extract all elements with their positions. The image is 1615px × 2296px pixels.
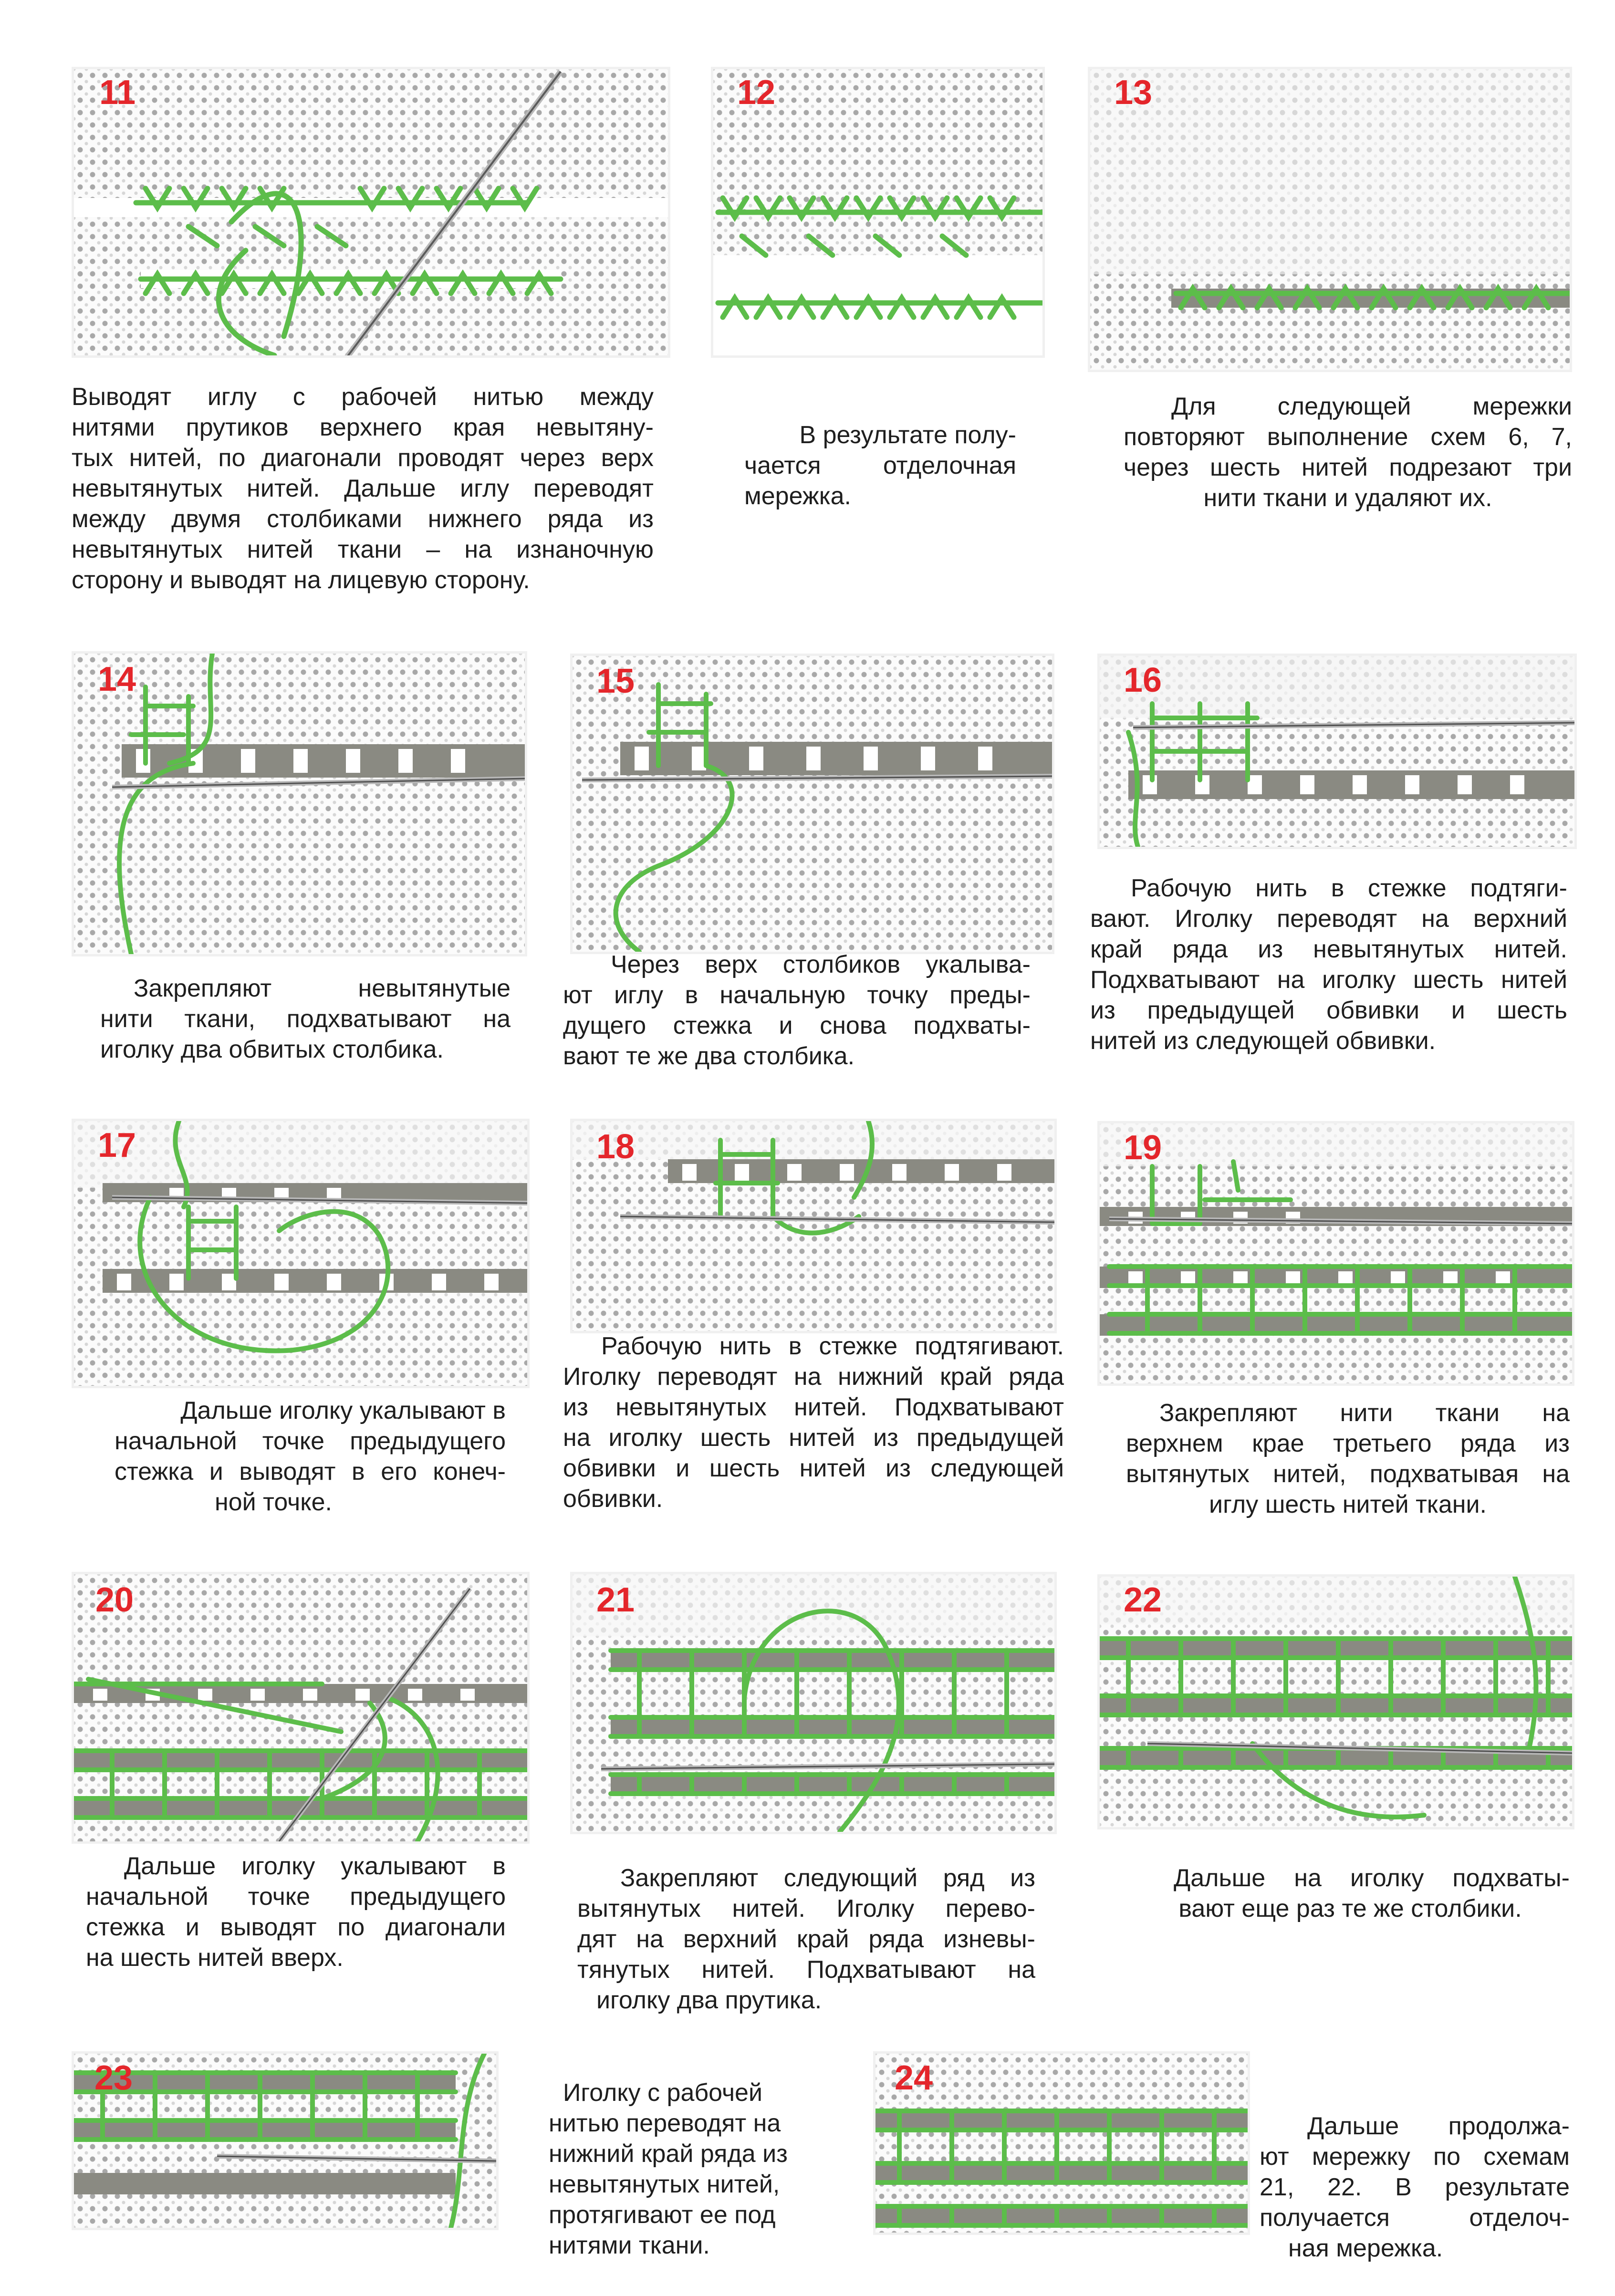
step-caption: Дальше на иголку подхваты- вают еще раз те же столбики. bbox=[1174, 1864, 1570, 1922]
embroidery-image bbox=[1090, 69, 1570, 370]
embroidery-image bbox=[573, 656, 1052, 952]
step-caption: Рабочую нить в стежке подтяги- вают. Иголку переводят на верхний край ряда из невытянутых нитей. Подхватывают на иголку шесть нитей из предыдущей обвивки и шесть нитей из следующей обвивки. bbox=[1090, 874, 1567, 1055]
step-caption: Выводят иглу с рабочей нитью между нитями прутиков верхнего края невытяну- тых нитей, по диагонали проводят через верх невытянутых нитей. Дальше иглу переводят между двумя столбиками нижнего ряда из невытянутых нитей ткани – на изнаночную сторону и выводят на лицевую сторону. bbox=[72, 383, 654, 594]
step-number: 16 bbox=[1124, 661, 1162, 699]
step-21-photo bbox=[570, 1572, 1057, 1834]
embroidery-image bbox=[1100, 656, 1574, 847]
step-number: 13 bbox=[1114, 73, 1153, 112]
embroidery-image bbox=[573, 1574, 1054, 1832]
embroidery-image bbox=[1100, 1577, 1572, 1827]
step-caption: Иголку с рабочей нитью переводят на нижний край ряда из невытянутых нитей, протягивают ее под нитями ткани. bbox=[549, 2079, 788, 2259]
step-19-photo bbox=[1097, 1121, 1574, 1386]
step-15-photo bbox=[570, 654, 1054, 954]
step-caption: Закрепляют нити ткани на верхнем крае третьего ряда из вытянутых нитей, подхватывая на иглу шесть нитей ткани. bbox=[1126, 1399, 1570, 1518]
embroidery-image bbox=[74, 1121, 527, 1386]
step-number: 12 bbox=[737, 73, 776, 112]
embroidery-image bbox=[713, 69, 1042, 355]
embroidery-image bbox=[573, 1121, 1054, 1331]
embroidery-image bbox=[74, 2054, 496, 2228]
step-caption: Дальше продолжа- ют мережку по схемам 21, 22. В результате получается отделоч- ная мережка. bbox=[1260, 2112, 1570, 2262]
step-number: 22 bbox=[1124, 1581, 1162, 1619]
step-number: 24 bbox=[895, 2059, 933, 2097]
step-number: 18 bbox=[596, 1128, 635, 1166]
step-number: 23 bbox=[94, 2059, 133, 2097]
step-number: 21 bbox=[596, 1581, 635, 1619]
step-11-photo bbox=[72, 67, 670, 358]
embroidery-image bbox=[74, 654, 525, 954]
step-caption: Через верх столбиков укалыва- ют иглу в начальную точку преды- дущего стежка и снова подхваты- вают те же два столбика. bbox=[563, 951, 1031, 1070]
step-16-photo bbox=[1097, 654, 1577, 849]
step-22-photo bbox=[1097, 1574, 1574, 1829]
step-23-photo bbox=[72, 2051, 499, 2230]
step-18-photo bbox=[570, 1119, 1057, 1333]
step-caption: Для следующей мережки повторяют выполнение схем 6, 7, через шесть нитей подрезают три нити ткани и удаляют их. bbox=[1124, 393, 1572, 512]
step-caption: Закрепляют невытянутые нити ткани, подхватывают на иголку два обвитых столбика. bbox=[100, 975, 511, 1063]
step-number: 19 bbox=[1124, 1129, 1162, 1167]
step-caption: Рабочую нить в стежке подтягивают. Иголку переводят на нижний край ряда из невытянутых нитей. Подхватывают на иголку шесть нитей из предыдущей обвивки и шесть нитей из следующей обвивки. bbox=[563, 1332, 1064, 1513]
step-number: 20 bbox=[95, 1581, 134, 1619]
embroidery-image bbox=[74, 1574, 527, 1841]
step-caption: Дальше иголку укалывают в начальной точке предыдущего стежка и выводят по диагонали на шесть нитей вверх. bbox=[86, 1852, 506, 1972]
step-caption: Дальше иголку укалывают в начальной точке предыдущего стежка и выводят в его конеч- ной точке. bbox=[115, 1397, 506, 1516]
step-20-photo bbox=[72, 1572, 530, 1844]
step-13-photo bbox=[1088, 67, 1572, 372]
step-17-photo bbox=[72, 1119, 530, 1388]
embroidery-image bbox=[74, 69, 668, 355]
step-14-photo bbox=[72, 651, 527, 956]
step-caption: Закрепляют следующий ряд из вытянутых нитей. Иголку перево- дят на верхний край ряда изневы- тянутых нитей. Подхватывают на иголку два прутика. bbox=[577, 1864, 1035, 2014]
step-caption: В результате полу- чается отделочная мережка. bbox=[744, 421, 1016, 510]
step-number: 17 bbox=[98, 1126, 136, 1164]
embroidery-image bbox=[1100, 1123, 1572, 1383]
step-number: 14 bbox=[98, 660, 136, 698]
step-number: 11 bbox=[99, 73, 136, 112]
step-number: 15 bbox=[596, 662, 635, 700]
